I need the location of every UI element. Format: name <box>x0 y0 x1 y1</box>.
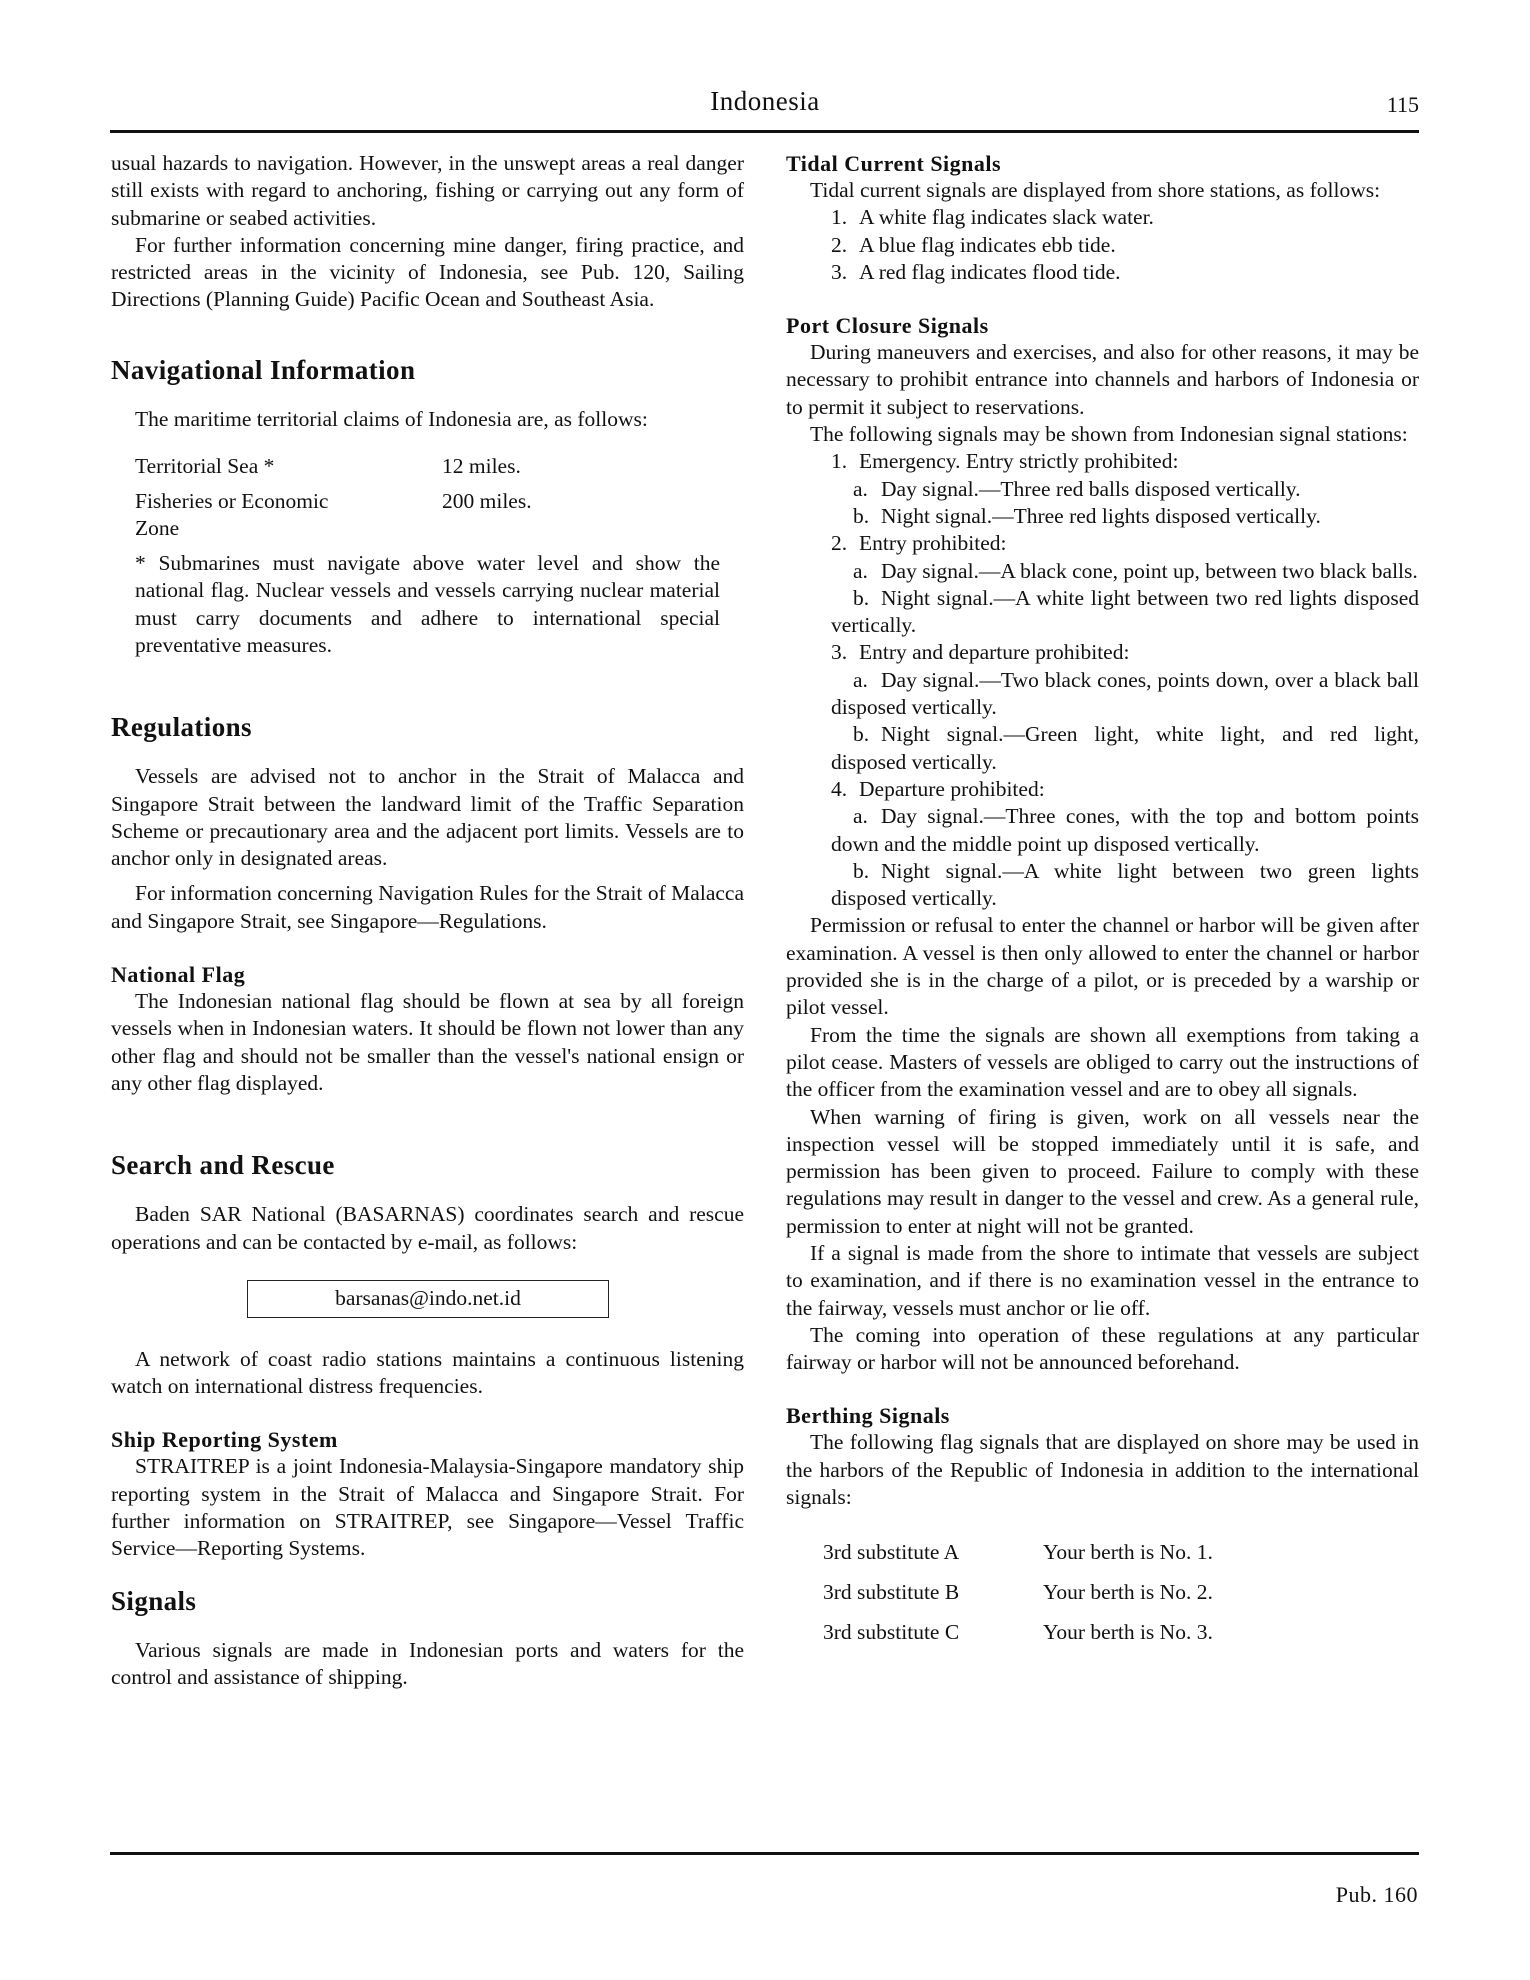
port-closure-paragraph: When warning of firing is given, work on all vessels near the inspection vessel will be stopped immediately until it is safe, and permission has been given to proceed. Failure to comply with these regulations may result in danger to the vessel and crew. As a general rule, permission to enter at night will not be granted. <box>786 1104 1419 1238</box>
berth-flag: 3rd substitute A <box>823 1540 960 1565</box>
claim-label: Fisheries or Economic Zone <box>135 489 329 541</box>
sub-list-item: b. Night signal.—Three red lights disposed vertically. <box>853 503 1321 528</box>
port-closure-paragraph: The coming into operation of these regulations at any particular fairway or harbor will not be announced beforehand. <box>786 1322 1419 1375</box>
sub-list-item: a. Day signal.—Two black cones, points down, over a black ball disposed vertically. <box>831 667 1419 720</box>
list-item: 3. Entry and departure prohibited: <box>831 640 1130 665</box>
sar-email[interactable]: barsanas@indo.net.id <box>335 1285 521 1310</box>
header-rule <box>110 130 1419 133</box>
running-title: Indonesia <box>710 86 820 116</box>
footer-rule <box>110 1852 1419 1855</box>
publication-label: Pub. 160 <box>1335 1882 1418 1907</box>
claim-row <box>135 488 744 542</box>
claim-row <box>135 453 744 480</box>
claims-footnote: * Submarines must navigate above water level and show the national flag. Nuclear vessels and vessels carrying nuclear material must carry documents and adhere to international special preventative measures. <box>135 551 720 657</box>
table-row <box>823 1619 1419 1646</box>
port-closure-paragraph: If a signal is made from the shore to intimate that vessels are subject to examination, and if there is no examination vessel in the entrance to the fairway, vessels must anchor or lie off. <box>786 1240 1419 1320</box>
subheading-national-flag: National Flag <box>111 962 246 988</box>
berth-meaning: Your berth is No. 3. <box>1043 1620 1213 1645</box>
section-heading-regulations: Regulations <box>111 712 252 743</box>
national-flag-paragraph: The Indonesian national flag should be flown at sea by all foreign vessels when in Indonesian waters. It should be flown not lower than any other flag and should not be smaller than the vessel's national ensign or any other flag displayed. <box>111 989 744 1095</box>
berth-meaning: Your berth is No. 1. <box>1043 1540 1213 1565</box>
subheading-port-closure-signals: Port Closure Signals <box>786 313 989 339</box>
list-item: 2. A blue flag indicates ebb tide. <box>831 232 1116 257</box>
subheading-tidal-current-signals: Tidal Current Signals <box>786 151 1002 176</box>
list-item: 1. A white flag indicates slack water. <box>831 205 1154 230</box>
list-item: 2. Entry prohibited: <box>831 531 1007 556</box>
section-heading-search-and-rescue: Search and Rescue <box>111 1150 335 1181</box>
ship-reporting-paragraph: STRAITREP is a joint Indonesia-Malaysia-Singapore mandatory ship reporting system in the Strait of Malacca and Singapore Strait. For further information on STRAITREP, see Singapore—Vessel Traffic Service—Reporting Systems. <box>111 1454 744 1561</box>
berth-flag: 3rd substitute B <box>823 1580 960 1605</box>
intro-paragraph: For further information concerning mine danger, firing practice, and restricted areas in the vicinity of Indonesia, see Pub. 120, Sailing Directions (Planning Guide) Pacific Ocean and Southeast Asia. <box>111 232 744 312</box>
subheading-ship-reporting-system: Ship Reporting System <box>111 1427 338 1453</box>
port-closure-paragraph: Permission or refusal to enter the channel or harbor will be given after examination. A vessel is then only allowed to enter the channel or harbor provided she is in the charge of a pilot, or is preceded by a warship or pilot vessel. <box>786 913 1419 1020</box>
sar-email-box <box>247 1280 609 1318</box>
sub-list-item: b. Night signal.—Green light, white light, and red light, disposed vertically. <box>831 722 1419 774</box>
berthing-signals-table <box>786 1539 1419 1646</box>
sub-list-item: b. Night signal.—A white light between two red lights disposed vertically. <box>831 585 1419 638</box>
berthing-intro: The following flag signals that are displayed on shore may be used in the harbors of the Republic of Indonesia in addition to the international signals: <box>786 1430 1419 1510</box>
table-row <box>823 1539 1419 1566</box>
sar-intro: Baden SAR National (BASARNAS) coordinates search and rescue operations and can be contacted by e-mail, as follows: <box>111 1202 744 1254</box>
signals-paragraph: Various signals are made in Indonesian ports and waters for the control and assistance of shipping. <box>111 1637 744 1689</box>
sub-list-item: a. Day signal.—Three cones, with the top and bottom points down and the middle point up disposed vertically. <box>831 804 1419 856</box>
tidal-intro: Tidal current signals are displayed from shore stations, as follows: <box>810 178 1381 202</box>
table-row <box>823 1579 1419 1606</box>
list-item: 3. A red flag indicates flood tide. <box>831 259 1121 284</box>
page-number: 115 <box>1386 92 1419 117</box>
list-item: 1. Emergency. Entry strictly prohibited: <box>831 449 1179 474</box>
sub-list-item: a. Day signal.—A black cone, point up, between two black balls. <box>853 558 1418 583</box>
berth-flag: 3rd substitute C <box>823 1620 960 1645</box>
port-closure-paragraph: During maneuvers and exercises, and also for other reasons, it may be necessary to prohibit entrance into channels and harbors of Indonesia or to permit it subject to reservations. <box>786 340 1419 419</box>
territorial-claims-table <box>135 453 744 542</box>
port-closure-paragraph: From the time the signals are shown all exemptions from taking a pilot cease. Masters of vessels are obliged to carry out the instructions of the officer from the examination vessel and are to obey all signals. <box>786 1022 1419 1102</box>
list-item: 4. Departure prohibited: <box>831 776 1045 801</box>
claim-value: 12 miles. <box>442 454 521 479</box>
port-closure-paragraph: The following signals may be shown from Indonesian signal stations: <box>810 422 1408 447</box>
right-column <box>786 150 1419 1659</box>
berth-meaning: Your berth is No. 2. <box>1043 1580 1213 1605</box>
section-heading-navigational-information: Navigational Information <box>111 354 416 385</box>
left-column <box>111 150 744 1691</box>
regulations-paragraph: For information concerning Navigation Rules for the Strait of Malacca and Singapore Strait, see Singapore—Regulations. <box>111 881 744 933</box>
sub-list-item: a. Day signal.—Three red balls disposed vertically. <box>853 476 1301 501</box>
claim-value: 200 miles. <box>442 489 532 514</box>
section-heading-signals: Signals <box>111 1585 197 1616</box>
claim-label: Territorial Sea * <box>135 454 275 479</box>
radio-paragraph: A network of coast radio stations maintains a continuous listening watch on international distress frequencies. <box>111 1346 744 1399</box>
intro-paragraph: usual hazards to navigation. However, in the unswept areas a real danger still exists with regard to anchoring, fishing or carrying out any form of submarine or seabed activities. <box>111 151 744 230</box>
regulations-paragraph: Vessels are advised not to anchor in the Strait of Malacca and Singapore Strait between the landward limit of the Traffic Separation Scheme or precautionary area and the adjacent port limits. Vessels are to anchor only in designated areas. <box>111 764 744 871</box>
claims-intro: The maritime territorial claims of Indonesia are, as follows: <box>135 406 648 431</box>
subheading-berthing-signals: Berthing Signals <box>786 1403 950 1429</box>
sub-list-item: b. Night signal.—A white light between two green lights disposed vertically. <box>831 858 1419 911</box>
